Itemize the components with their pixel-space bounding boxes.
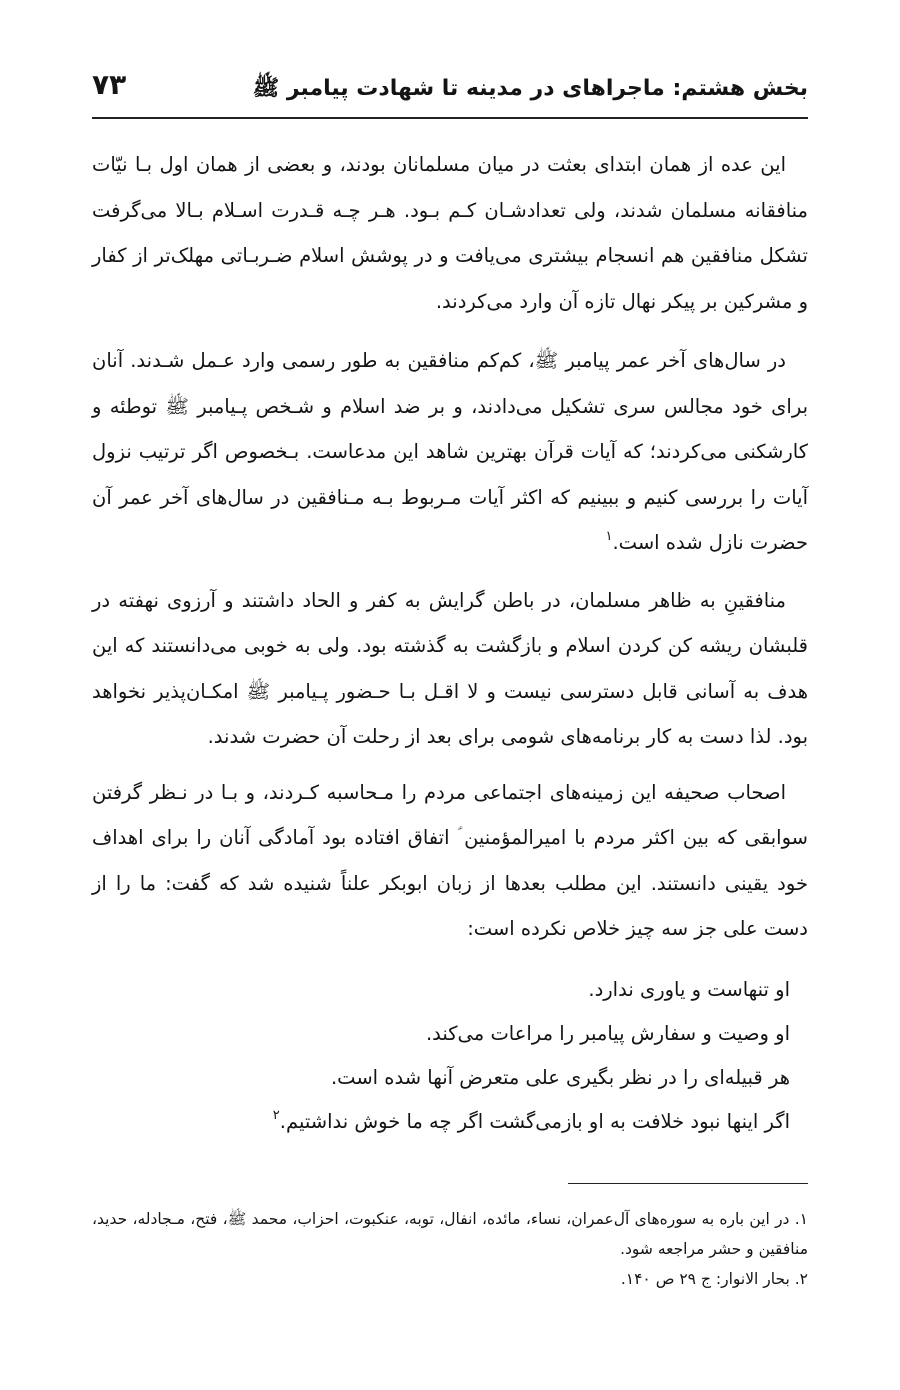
footnote-rule xyxy=(568,1183,808,1184)
quote-line xyxy=(92,1100,790,1144)
quote-line: او وصیت و سفارش پیامبر را مراعات می‌کند. xyxy=(425,1021,790,1045)
footnote-1: ۱. در این باره به سوره‌های آل‌عمران، نساء، مائده، انفال، توبه، عنکبوت، احزاب، محمد ﷺ، فتح، مـجادله، حدید، منافقین و حشر مراجعه شود. xyxy=(92,1210,808,1258)
running-title: بخش هشتم: ماجراهای در مدینه تا شهادت پیامبر ﷺ xyxy=(252,76,808,101)
footnote-2: ۲. بحار الانوار: ج ۲۹ ص ۱۴۰. xyxy=(620,1270,808,1288)
paragraph-4-text: اصحاب صحیفه این زمینه‌های اجتماعی مردم را مـحاسبه کـردند، و بـا در نـظر گرفتن سوابقی که بین اکثر مردم با امیرالمؤمنین ؑ اتفاق افتاده بود آمادگی آنان را برای اهداف خود یقینی دانستند. این مطلب بعدها از زبان ابوبکر علناً شنیده شد که گفت: ما را از دست علی جز سه چیز خلاص نکرده است: xyxy=(92,780,808,940)
quote-line: او تنهاست و یاوری ندارد. xyxy=(588,977,790,1001)
paragraph-3-text: منافقینِ به ظاهر مسلمان، در باطن گرایش به کفر و الحاد داشتند و آرزوی نهفته در قلبشان ریشه کن کردن اسلام و بازگشت به گذشته بود. ولی به خوبی می‌دانستند که این هدف به آسانی قابل دسترسی نیست و لا اقـل بـا حـضور پـیامبر ﷺ امکـان‌پذیر نخواهد بود. لذا دست به کار برنامه‌های شومی برای بعد از رحلت آن حضرت شدند. xyxy=(92,588,808,748)
paragraph-2 xyxy=(92,338,808,566)
paragraph-1 xyxy=(92,142,808,324)
paragraph-2-text: در سال‌های آخر عمر پیامبر ﷺ، کم‌کم منافقین به طور رسمی وارد عـمل شـدند. آنان برای خود مجالس سری تشکیل می‌دادند، و بر ضد اسلام و شـخص پـیامبر ﷺ توطئه و کارشکنی می‌کردند؛ که آیات قرآن بهترین شاهد این مدعاست. بـخصوص اگر ترتیب نزول آیات را بررسی کنیم و ببینیم که اکثر آیات مـربوط بـه مـنافقین در سال‌های آخر عمر آن حضرت نازل شده است. xyxy=(92,349,808,554)
quote-list xyxy=(92,968,790,1144)
page-number: ۷۳ xyxy=(92,68,127,101)
header-rule xyxy=(92,117,808,119)
footnote-ref-1[interactable]: ۱ xyxy=(605,529,613,544)
quote-line: هر قبیله‌ای را در نظر بگیری علی متعرض آنها شده است. xyxy=(330,1065,790,1089)
paragraph-1-text: این عده از همان ابتدای بعثت در میان مسلمانان بودند، و بعضی از همان اول بـا نیّات منافقانه مسلمان شدند، ولی تعدادشـان کـم بـود. هـر چـه قـدرت اسـلام بـالا می‌گرفت تشکل منافقین هم انسجام بیشتری می‌یافت و در پوشش اسلام ضـربـاتی مهلک‌تر از کفار و مشرکین بر پیکر نهال تازه آن وارد می‌کردند. xyxy=(92,153,808,313)
quote-line-text: اگر اینها نبود خلافت به او بازمی‌گشت اگر چه ما خوش نداشتیم. xyxy=(279,1109,790,1133)
paragraph-3 xyxy=(92,578,808,760)
page-header xyxy=(92,68,808,110)
footnotes xyxy=(92,1204,808,1294)
paragraph-4 xyxy=(92,770,808,952)
body-text xyxy=(92,142,808,1144)
footnote-ref-2[interactable]: ۲ xyxy=(272,1107,280,1123)
